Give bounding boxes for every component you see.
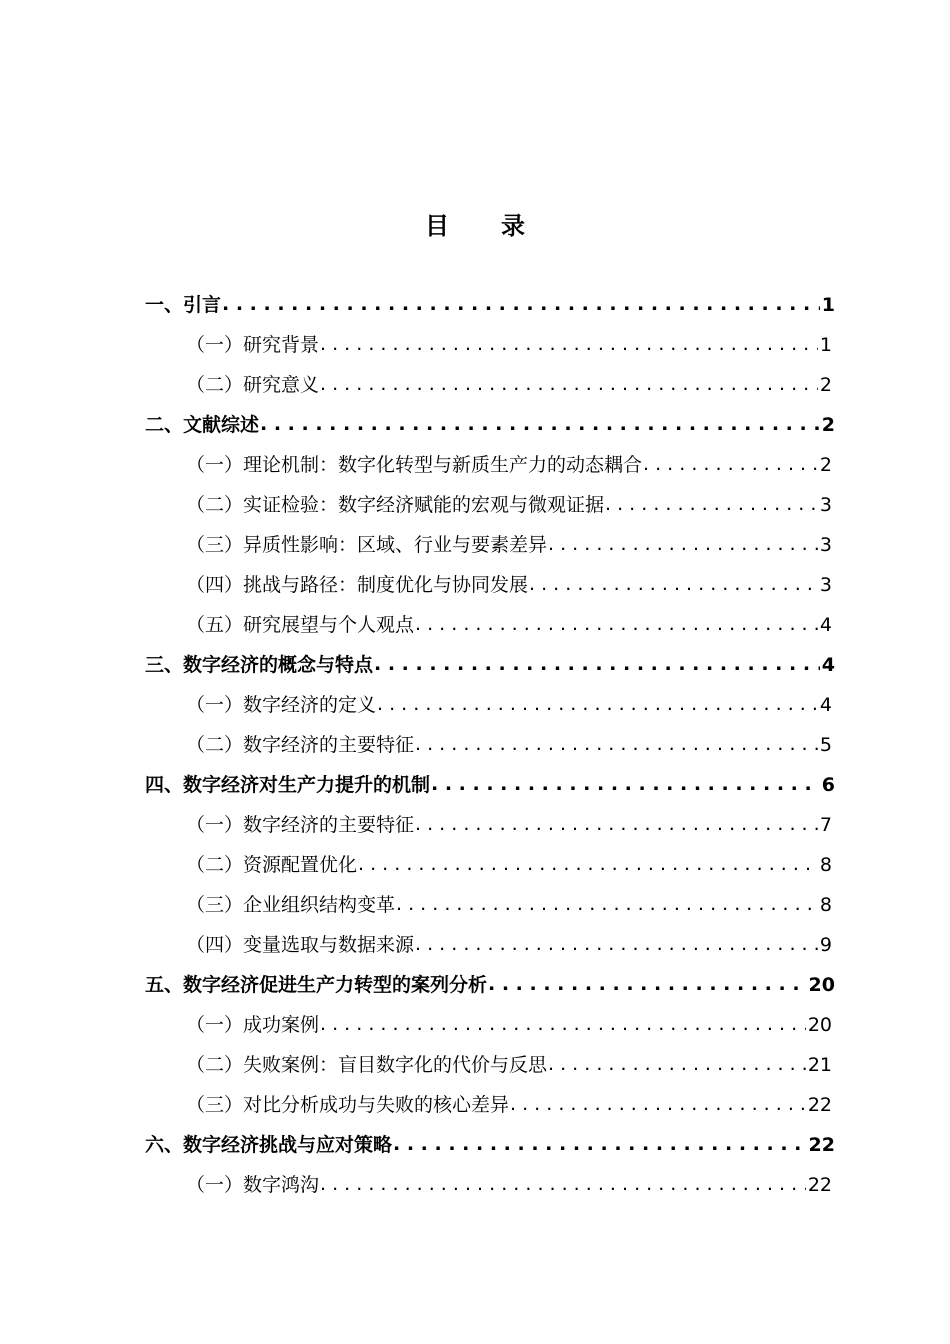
toc-section-entry[interactable]: [0, 925, 950, 965]
toc-chapter-entry[interactable]: [0, 765, 950, 805]
toc-page-number: 22: [807, 1174, 832, 1196]
toc-section-entry[interactable]: [0, 1085, 950, 1125]
toc-entry-label: （三）异质性影响：区域、行业与要素差异: [186, 534, 548, 556]
toc-dot-leader: [320, 332, 818, 356]
toc-page-number: 2: [819, 454, 832, 476]
toc-page-number: 4: [819, 614, 832, 636]
toc-entry-label: 四、数字经济对生产力提升的机制: [145, 774, 431, 796]
toc-entry-label: 一、引言: [145, 294, 222, 316]
toc-entry-label: （二）研究意义: [186, 374, 320, 396]
toc-page-number: 3: [819, 494, 832, 516]
toc-page-number: 21: [807, 1054, 832, 1076]
toc-page-number: 9: [819, 934, 832, 956]
toc-entry-label: （一）成功案例: [186, 1014, 320, 1036]
toc-section-entry[interactable]: [0, 325, 950, 365]
toc-page-number: 2: [821, 414, 835, 436]
toc-dot-leader: [396, 892, 818, 916]
toc-list: [0, 285, 950, 1205]
toc-dot-leader: [358, 852, 818, 876]
toc-dot-leader: [260, 412, 820, 436]
toc-dot-leader: [222, 292, 820, 316]
toc-entry-label: （一）数字鸿沟: [186, 1174, 320, 1196]
toc-page-number: 4: [821, 654, 835, 676]
toc-page-number: 7: [819, 814, 832, 836]
toc-section-entry[interactable]: [0, 885, 950, 925]
toc-entry-label: （二）失败案例：盲目数字化的代价与反思: [186, 1054, 548, 1076]
toc-section-entry[interactable]: [0, 685, 950, 725]
toc-dot-leader: [415, 932, 818, 956]
toc-section-entry[interactable]: [0, 365, 950, 405]
toc-dot-leader: [377, 692, 818, 716]
toc-entry-label: （二）资源配置优化: [186, 854, 358, 876]
toc-entry-label: 三、数字经济的概念与特点: [145, 654, 374, 676]
toc-entry-label: 五、数字经济促进生产力转型的案列分析: [145, 974, 488, 996]
toc-chapter-entry[interactable]: [0, 1125, 950, 1165]
toc-section-entry[interactable]: [0, 525, 950, 565]
toc-entry-label: （一）研究背景: [186, 334, 320, 356]
toc-page-number: 8: [819, 894, 832, 916]
toc-page-number: 20: [808, 974, 835, 996]
toc-section-entry[interactable]: [0, 1045, 950, 1085]
toc-dot-leader: [548, 1052, 806, 1076]
toc-entry-label: （四）变量选取与数据来源: [186, 934, 415, 956]
toc-page-number: 3: [819, 574, 832, 596]
toc-dot-leader: [374, 652, 820, 676]
toc-page-number: 1: [821, 294, 835, 316]
toc-entry-label: （一）数字经济的主要特征: [186, 814, 415, 836]
toc-page-number: 5: [819, 734, 832, 756]
toc-section-entry[interactable]: [0, 605, 950, 645]
toc-entry-label: （三）对比分析成功与失败的核心差异: [186, 1094, 510, 1116]
toc-dot-leader: [415, 732, 818, 756]
toc-dot-leader: [320, 1172, 806, 1196]
toc-section-entry[interactable]: [0, 845, 950, 885]
toc-chapter-entry[interactable]: [0, 965, 950, 1005]
toc-entry-label: （四）挑战与路径：制度优化与协同发展: [186, 574, 529, 596]
toc-page-number: 22: [807, 1094, 832, 1116]
toc-section-entry[interactable]: [0, 725, 950, 765]
toc-dot-leader: [605, 492, 818, 516]
toc-page-number: 22: [808, 1134, 835, 1156]
toc-chapter-entry[interactable]: [0, 645, 950, 685]
toc-entry-label: （二）数字经济的主要特征: [186, 734, 415, 756]
toc-section-entry[interactable]: [0, 1005, 950, 1045]
toc-section-entry[interactable]: [0, 1165, 950, 1205]
toc-page-number: 8: [819, 854, 832, 876]
toc-section-entry[interactable]: [0, 445, 950, 485]
toc-dot-leader: [415, 612, 818, 636]
toc-dot-leader: [320, 372, 818, 396]
toc-chapter-entry[interactable]: [0, 285, 950, 325]
toc-dot-leader: [320, 1012, 806, 1036]
toc-entry-label: （三）企业组织结构变革: [186, 894, 396, 916]
toc-entry-label: 二、文献综述: [145, 414, 260, 436]
toc-page-number: 1: [819, 334, 832, 356]
toc-entry-label: （五）研究展望与个人观点: [186, 614, 415, 636]
toc-chapter-entry[interactable]: [0, 405, 950, 445]
toc-entry-label: （一）理论机制：数字化转型与新质生产力的动态耦合: [186, 454, 643, 476]
toc-dot-leader: [431, 772, 820, 796]
toc-dot-leader: [643, 452, 818, 476]
toc-page-number: 6: [821, 774, 835, 796]
toc-entry-label: （二）实证检验：数字经济赋能的宏观与微观证据: [186, 494, 605, 516]
toc-section-entry[interactable]: [0, 485, 950, 525]
toc-dot-leader: [393, 1132, 807, 1156]
toc-page-number: 4: [819, 694, 832, 716]
toc-dot-leader: [548, 532, 818, 556]
toc-page-number: 2: [819, 374, 832, 396]
toc-page-number: 3: [819, 534, 832, 556]
toc-dot-leader: [488, 972, 807, 996]
toc-dot-leader: [415, 812, 818, 836]
toc-dot-leader: [529, 572, 818, 596]
toc-entry-label: （一）数字经济的定义: [186, 694, 377, 716]
toc-page-number: 20: [807, 1014, 832, 1036]
toc-section-entry[interactable]: [0, 565, 950, 605]
toc-section-entry[interactable]: [0, 805, 950, 845]
toc-entry-label: 六、数字经济挑战与应对策略: [145, 1134, 393, 1156]
toc-title: 目录: [425, 212, 577, 240]
toc-dot-leader: [510, 1092, 806, 1116]
